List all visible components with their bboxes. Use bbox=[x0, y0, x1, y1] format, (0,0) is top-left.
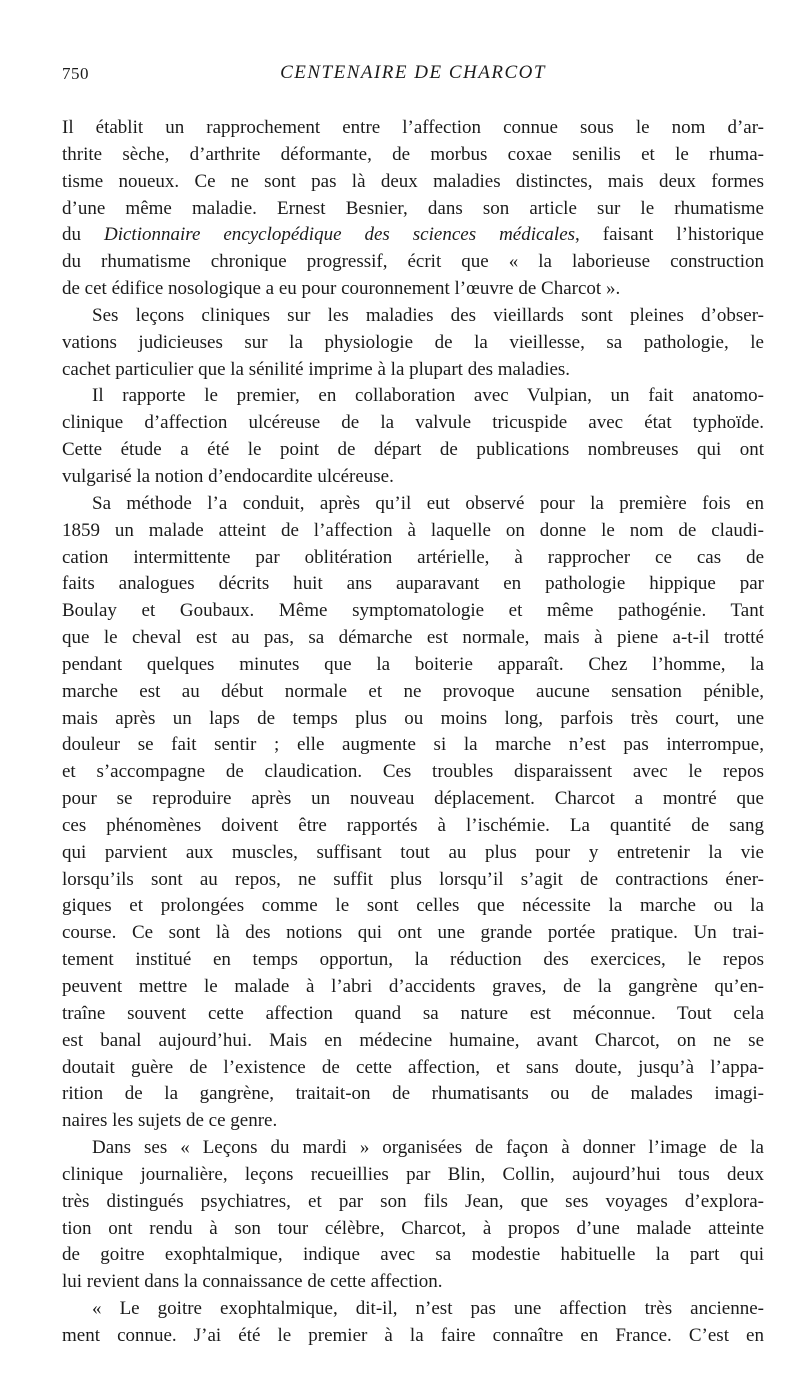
text-line: cation intermittente par oblitération artérielle, à rapprocher ce cas de bbox=[62, 546, 764, 568]
text-line: 1859 un malade atteint de l’affection à laquelle on donne le nom de claudi- bbox=[62, 519, 764, 541]
text-line: traîne souvent cette affection quand sa nature est méconnue. Tout cela bbox=[62, 1002, 764, 1024]
text-line: clinique d’affection ulcéreuse de la valvule tricuspide avec état typhoïde. bbox=[62, 412, 764, 434]
text-line: Il établit un rapprochement entre l’affection connue sous le nom d’ar- bbox=[62, 117, 764, 138]
text-line: vations judicieuses sur la physiologie de la vieillesse, sa pathologie, le bbox=[62, 331, 764, 353]
text-line: « Le goitre exophtalmique, dit-il, n’est pas une affection très ancienne- bbox=[92, 1298, 764, 1320]
text-line: ces phénomènes doivent être rapportés à l’ischémie. La quantité de sang bbox=[62, 814, 764, 836]
text-line: course. Ce sont là des notions qui ont une grande portée pratique. Un trai- bbox=[62, 922, 764, 944]
text-line: lui revient dans la connaissance de cette affection. bbox=[62, 1271, 443, 1293]
text-line bbox=[62, 222, 764, 249]
text-line: vulgarisé la notion d’endocardite ulcéreuse. bbox=[62, 465, 394, 487]
text-line: pour se reproduire après un nouveau déplacement. Charcot a montré que bbox=[62, 788, 764, 810]
text-line: lorsqu’ils sont au repos, ne suffit plus lorsqu’il s’agit de contractions éner- bbox=[62, 868, 764, 890]
text-line: rition de la gangrène, traitait-on de rhumatisants ou de malades imagi- bbox=[62, 1083, 764, 1105]
text-line: Sa méthode l’a conduit, après qu’il eut observé pour la première fois en bbox=[92, 492, 764, 514]
text-line: ment connue. J’ai été le premier à la faire connaître en France. C’est en bbox=[62, 1324, 764, 1346]
text-line: faits analogues décrits huit ans auparavant en pathologie hippique par bbox=[62, 573, 764, 595]
text-line: Cette étude a été le point de départ de publications nombreuses qui ont bbox=[62, 439, 764, 461]
text-line: très distingués psychiatres, et par son fils Jean, que ses voyages d’explora- bbox=[62, 1190, 764, 1212]
page-header bbox=[62, 52, 764, 82]
text-line: tion ont rendu à son tour célèbre, Charcot, à propos d’une malade atteinte bbox=[62, 1217, 764, 1239]
page-number: 750 bbox=[62, 64, 89, 83]
text-line: du rhumatisme chronique progressif, écrit que « la laborieuse construction bbox=[62, 251, 764, 273]
text-line: Boulay et Goubaux. Même symptomatologie et même pathogénie. Tant bbox=[62, 600, 764, 622]
text-line: de cet édifice nosologique a eu pour couronnement l’œuvre de Charcot ». bbox=[62, 278, 621, 300]
text-line: qui parvient aux muscles, suffisant tout au plus pour y entretenir la vie bbox=[62, 841, 764, 863]
text-line: peuvent mettre le malade à l’abri d’accidents graves, de la gangrène qu’en- bbox=[62, 976, 764, 997]
book-page bbox=[62, 52, 764, 1346]
text-line: d’une même maladie. Ernest Besnier, dans son article sur le rhumatisme bbox=[62, 197, 764, 219]
text-line: giques et prolongées comme le sont celles que nécessite la marche ou la bbox=[62, 895, 764, 917]
text-segment: du bbox=[62, 224, 104, 246]
text-line: est banal aujourd’hui. Mais en médecine humaine, avant Charcot, on ne se bbox=[62, 1029, 764, 1051]
text-line: cachet particulier que la sénilité imprime à la plupart des maladies. bbox=[62, 358, 571, 380]
text-line: doutait guère de l’existence de cette affection, et sans doute, jusqu’à l’appa- bbox=[62, 1056, 764, 1078]
text-line: pendant quelques minutes que la boiterie apparaît. Chez l’homme, la bbox=[62, 653, 764, 675]
body-text bbox=[62, 115, 764, 1350]
text-line: tement institué en temps opportun, la réduction des exercices, le repos bbox=[62, 949, 764, 971]
text-line: tisme noueux. Ce ne sont pas là deux maladies distinctes, mais deux formes bbox=[62, 170, 764, 192]
italic-title: Dictionnaire encyclopédique des sciences médicales bbox=[103, 224, 576, 246]
text-line: Dans ses « Leçons du mardi » organisées de façon à donner l’image de la bbox=[92, 1137, 764, 1159]
text-line: Il rapporte le premier, en collaboration avec Vulpian, un fait anatomo- bbox=[92, 385, 764, 407]
text-line: thrite sèche, d’arthrite déformante, de morbus coxae senilis et le rhuma- bbox=[62, 143, 764, 165]
text-line: que le cheval est au pas, sa démarche est normale, mais à piene a-t-il trotté bbox=[62, 627, 764, 649]
text-segment: , faisant l’historique bbox=[575, 224, 764, 246]
running-title: CENTENAIRE DE CHARCOT bbox=[280, 62, 546, 83]
text-line: Ses leçons cliniques sur les maladies des vieillards sont pleines d’obser- bbox=[92, 304, 764, 326]
text-line: mais après un laps de temps plus ou moins long, parfois très court, une bbox=[62, 707, 764, 729]
text-line: de goitre exophtalmique, indique avec sa modestie habituelle la part qui bbox=[62, 1244, 764, 1266]
text-line: et s’accompagne de claudication. Ces troubles disparaissent avec le repos bbox=[62, 761, 764, 783]
text-line: marche est au début normale et ne provoque aucune sensation pénible, bbox=[62, 680, 764, 702]
text-line: naires les sujets de ce genre. bbox=[62, 1110, 278, 1132]
text-line: clinique journalière, leçons recueillies par Blin, Collin, aujourd’hui tous deux bbox=[62, 1163, 764, 1185]
text-line: douleur se fait sentir ; elle augmente si la marche n’est pas interrompue, bbox=[62, 734, 764, 756]
